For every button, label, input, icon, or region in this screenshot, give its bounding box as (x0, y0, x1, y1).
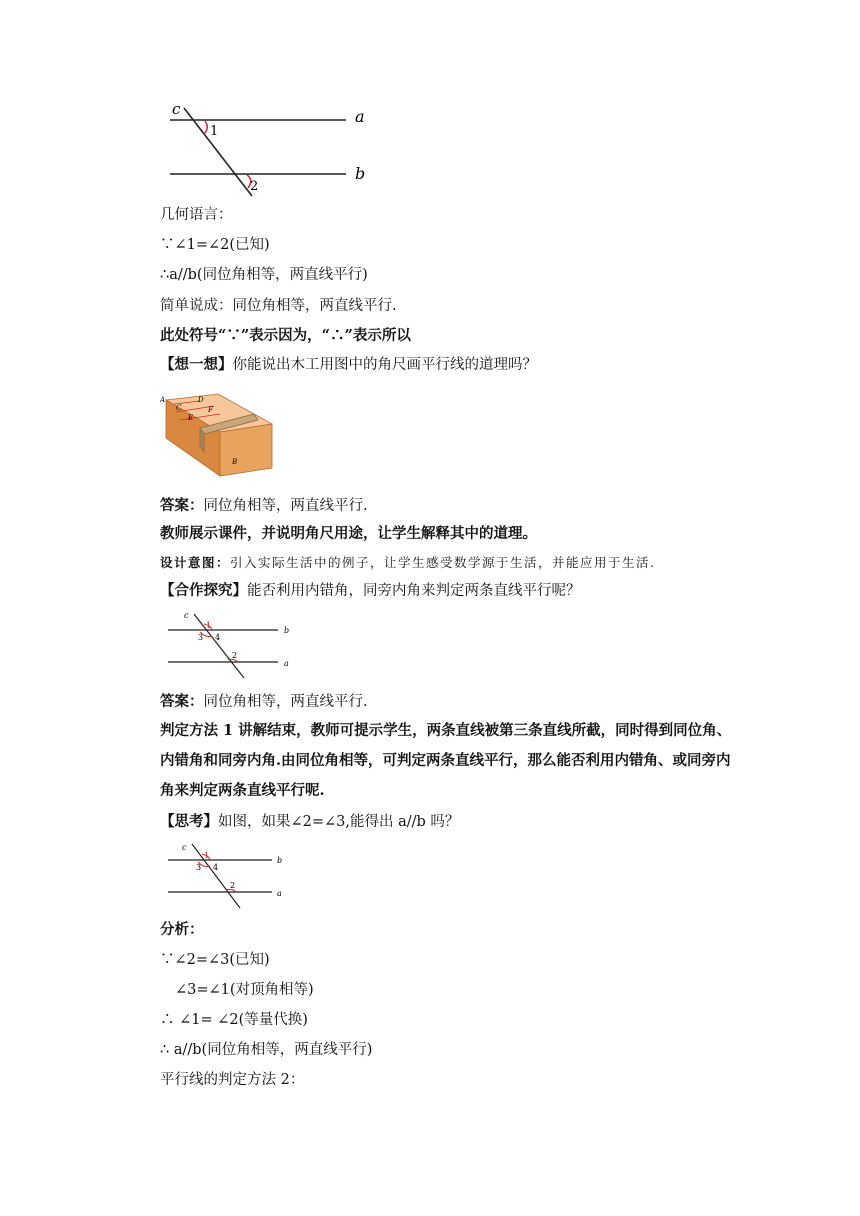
think2-text: 如图，如果∠2=∠3,能得出 a//b 吗？ (218, 814, 460, 830)
fig3-label-2: 2 (230, 881, 236, 890)
answer-1 (160, 496, 368, 516)
design-text: 引入实际生活中的例子，让学生感受数学源于生活，并能应用于生活. (230, 555, 656, 570)
answer-1-tag: 答案： (160, 497, 204, 514)
think-tag: 【想一想】 (160, 356, 233, 373)
fig2-label-a: a (284, 659, 289, 668)
analysis-step-4: ∴ a//b(同位角相等，两直线平行) (160, 1042, 373, 1058)
design-intent (160, 553, 656, 573)
think2-prompt (160, 812, 459, 832)
analysis-step-2: ∠3=∠1(对顶角相等) (175, 982, 314, 998)
think-text: 你能说出木工用图中的角尺画平行线的道理吗？ (232, 357, 537, 373)
teacher-note: 教师展示课件，并说明角尺用途，让学生解释其中的道理。 (160, 525, 537, 542)
think2-tag: 【思考】 (160, 813, 218, 830)
method-1-text: 判定方法 1 讲解结束，教师可提示学生，两条直线被第三条直线所截，同时得到同位角、内错角和同旁内角.由同位角相等，可判定两条直线平行，那么能否利用内错角、或同旁内角来判定两条直线平行呢. (160, 722, 732, 799)
wood-label-a: A (160, 396, 166, 404)
fig3-label-3: 3 (196, 863, 202, 872)
wood-label-c: C (176, 404, 182, 412)
fig1-label-2: 2 (250, 179, 259, 194)
design-tag: 设计意图： (160, 555, 231, 570)
fig3-label-c: c (182, 843, 187, 852)
since-statement: ∵∠1=∠2(已知) (160, 237, 270, 253)
therefore-statement: ∴a//b(同位角相等，两直线平行) (160, 267, 368, 283)
answer-2 (160, 692, 368, 712)
coop-prompt (160, 581, 581, 601)
wood-label-d: D (198, 396, 204, 404)
answer-2-text: 同位角相等，两直线平行. (203, 694, 368, 710)
think-prompt (160, 355, 537, 375)
fig1-label-b: b (355, 164, 366, 183)
wood-label-b: B (232, 458, 238, 466)
coop-tag: 【合作探究】 (160, 582, 247, 599)
method-1-paragraph (132, 716, 732, 806)
coop-text: 能否利用内错角，同旁内角来判定两条直线平行呢？ (247, 583, 581, 599)
fig3-label-b: b (277, 856, 283, 865)
wood-label-f: F (208, 406, 213, 414)
fig3-label-a: a (277, 889, 282, 898)
figure-parallel-lines-2 (160, 608, 295, 680)
wood-label-e: E (188, 414, 194, 422)
fig2-label-c: c (184, 611, 189, 620)
figure-wood-block (160, 390, 275, 480)
figure-parallel-lines-1 (160, 100, 390, 200)
fig2-label-1: 1 (206, 621, 212, 630)
analysis-label: 分析： (160, 921, 204, 938)
analysis-step-1: ∵∠2=∠3(已知) (160, 952, 270, 968)
analysis-step-3: ∴ ∠1= ∠2(等量代换) (160, 1012, 308, 1028)
fig2-label-b: b (284, 626, 290, 635)
fig1-label-c: c (172, 100, 181, 118)
geo-language-label: 几何语言： (160, 207, 233, 223)
simple-statement: 简单说成：同位角相等，两直线平行. (160, 298, 397, 314)
answer-1-text: 同位角相等，两直线平行. (203, 498, 368, 514)
fig2-label-3: 3 (198, 633, 204, 642)
fig1-label-a: a (355, 107, 365, 126)
answer-2-tag: 答案： (160, 693, 204, 710)
method-2-heading: 平行线的判定方法 2： (160, 1072, 305, 1088)
fig3-label-1: 1 (204, 851, 210, 860)
fig3-label-4: 4 (213, 863, 219, 872)
fig2-label-4: 4 (215, 633, 221, 642)
symbol-note: 此处符号“∵”表示因为，“∴”表示所以 (160, 327, 411, 344)
fig2-label-2: 2 (232, 651, 238, 660)
fig1-label-1: 1 (210, 124, 219, 139)
figure-parallel-lines-3 (160, 840, 290, 912)
